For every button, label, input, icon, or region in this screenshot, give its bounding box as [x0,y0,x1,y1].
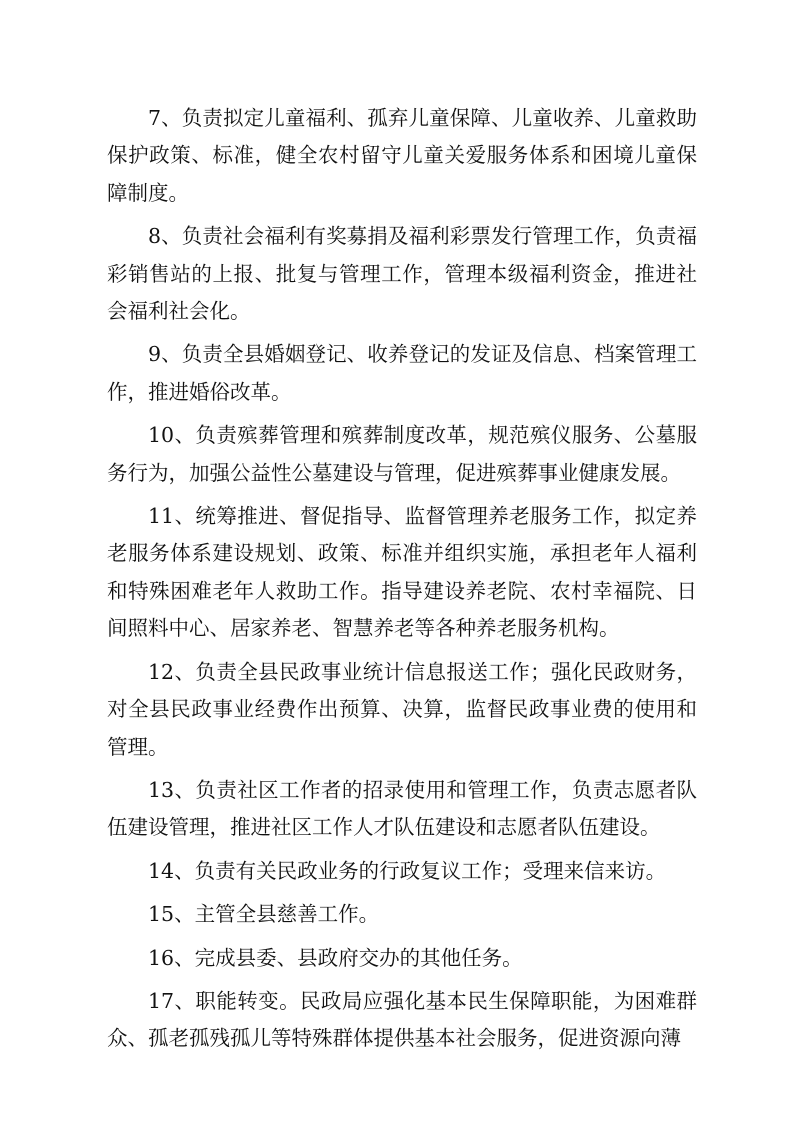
paragraph-item-13: 13、负责社区工作者的招录使用和管理工作，负责志愿者队伍建设管理，推进社区工作人才队伍建设和志愿者队伍建设。 [107,777,697,840]
paragraph-item-12: 12、负责全县民政事业统计信息报送工作；强化民政财务，对全县民政事业经费作出预算、决算，监督民政事业费的使用和管理。 [107,659,697,759]
paragraph-item-16: 16、完成县委、县政府交办的其他任务。 [148,945,523,970]
paragraph-item-17: 17、职能转变。民政局应强化基本民生保障职能，为困难群众、孤老孤残孤儿等特殊群体提供基本社会服务，促进资源向薄 [107,988,697,1051]
paragraph-item-15: 15、主管全县慈善工作。 [148,902,380,927]
paragraph-item-11: 11、统筹推进、督促指导、监督管理养老服务工作，拟定养老服务体系建设规划、政策、标准并组织实施，承担老年人福利和特殊困难老年人救助工作。指导建设养老院、农村幸福院、日间照料中心、居家养老、智慧养老等各种养老服务机构。 [107,504,697,641]
paragraph-item-14: 14、负责有关民政业务的行政复议工作；受理来信来访。 [148,858,667,883]
paragraph-item-7: 7、负责拟定儿童福利、孤弃儿童保障、儿童收养、儿童救助保护政策、标准，健全农村留守儿童关爱服务体系和困境儿童保障制度。 [107,106,697,205]
paragraph-item-8: 8、负责社会福利有奖募捐及福利彩票发行管理工作，负责福彩销售站的上报、批复与管理工作，管理本级福利资金，推进社会福利社会化。 [107,224,697,324]
paragraph-item-10: 10、负责殡葬管理和殡葬制度改革，规范殡仪服务、公墓服务行为，加强公益性公墓建设与管理，促进殡葬事业健康发展。 [107,423,697,485]
document-page [107,100,697,1058]
paragraph-item-9: 9、负责全县婚姻登记、收养登记的发证及信息、档案管理工作，推进婚俗改革。 [107,342,697,404]
